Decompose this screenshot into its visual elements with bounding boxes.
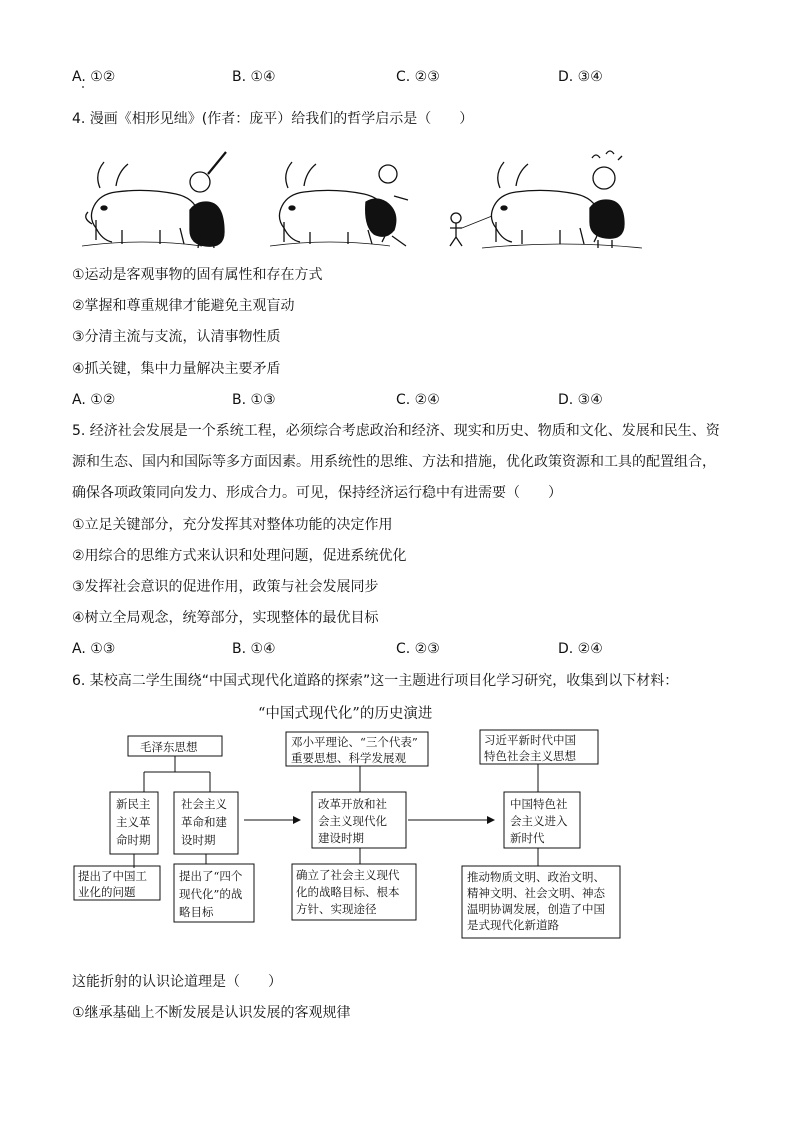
diagram-title: “中国式现代化”的历史演进 <box>258 706 433 722</box>
q5-item-1: ①立足关键部分，充分发挥其对整体功能的决定作用 <box>72 517 393 533</box>
label-period-1-line-3: 命时期 <box>116 833 151 847</box>
q5-item-2: ②用综合的思维方式来认识和处理问题，促进系统优化 <box>72 548 407 564</box>
label-period-3-line-2: 会主义现代化 <box>318 814 387 828</box>
label-deng-line-1: 邓小平理论、“三个代表” <box>291 735 418 749</box>
label-deng-line-2: 重要思想、科学发展观 <box>291 751 406 765</box>
label-note-2-line-2: 现代化”的战 <box>179 887 243 901</box>
q4-option-a[interactable]: A. ①② <box>72 392 116 408</box>
label-period-2-line-2: 革命和建 <box>181 815 227 829</box>
q5-option-d[interactable]: D. ②④ <box>558 641 603 657</box>
q4-option-c[interactable]: C. ②④ <box>396 392 440 408</box>
q3-option-a[interactable]: A. ①② <box>72 69 116 85</box>
label-note-4-line-3: 温明协调发展，创造了中国 <box>467 902 605 916</box>
q3-option-d[interactable]: D. ③④ <box>558 69 603 85</box>
q3-option-b[interactable]: B. ①④ <box>232 69 276 85</box>
label-period-1-line-2: 主义革 <box>116 815 151 829</box>
label-xi-line-1: 习近平新时代中国 <box>484 733 576 747</box>
q5-stem-line-2: 源和生态、国内和国际等多方面因素。用系统性的思维、方法和措施，优化政策资源和工具的配置组合， <box>72 454 716 470</box>
cartoon-panel-3 <box>450 151 642 248</box>
q6-stem: 6. 某校高二学生围绕“中国式现代化道路的探索”这一主题进行项目化学习研究，收集到以下材料： <box>72 673 679 689</box>
label-period-3-line-3: 建设时期 <box>318 831 364 845</box>
label-note-4-line-2: 精神文明、社会文明、神态 <box>467 886 605 900</box>
label-mao: 毛泽东思想 <box>140 740 198 754</box>
label-period-3-line-1: 改革开放和社 <box>318 797 387 811</box>
q5-item-3: ③发挥社会意识的促进作用，政策与社会发展同步 <box>72 579 379 595</box>
label-period-4-line-1: 中国特色社 <box>510 797 568 811</box>
q5-stem-line-3: 确保各项政策同向发力、形成合力。可见，保持经济运行稳中有进需要（ ） <box>72 485 562 501</box>
label-note-1-line-2: 业化的问题 <box>78 885 136 899</box>
q4-stem: 4. 漫画《相形见绌》(作者：庞平）给我们的哲学启示是（ ） <box>72 111 474 127</box>
label-note-4-line-4: 是式现代化新道路 <box>467 918 559 932</box>
label-note-2-line-3: 略目标 <box>179 905 214 919</box>
label-note-3-line-2: 化的战略目标、根本 <box>296 885 400 899</box>
history-diagram <box>60 724 640 942</box>
label-xi-line-2: 特色社会主义思想 <box>484 749 576 763</box>
q4-option-b[interactable]: B. ①③ <box>232 392 276 408</box>
q4-option-d[interactable]: D. ③④ <box>558 392 603 408</box>
q6-item-1: ①继承基础上不断发展是认识发展的客观规律 <box>72 1005 351 1021</box>
q4-item-2: ②掌握和尊重规律才能避免主观盲动 <box>72 298 295 314</box>
label-period-4-line-2: 会主义进入 <box>510 814 568 828</box>
label-period-2-line-3: 设时期 <box>181 833 216 847</box>
cartoon-image <box>82 150 642 256</box>
label-note-3-line-1: 确立了社会主义现代 <box>296 868 400 882</box>
q5-item-4: ④树立全局观念，统筹部分，实现整体的最优目标 <box>72 610 379 626</box>
q5-stem-line-1: 5. 经济社会发展是一个系统工程，必须综合考虑政治和经济、现实和历史、物质和文化、发展和民生、资 <box>72 423 720 439</box>
stray-dot <box>82 86 84 88</box>
cartoon-panel-2 <box>270 162 408 246</box>
q4-item-1: ①运动是客观事物的固有属性和存在方式 <box>72 267 323 283</box>
q5-option-b[interactable]: B. ①④ <box>232 641 276 657</box>
label-period-1-line-1: 新民主 <box>116 797 151 811</box>
label-period-2-line-1: 社会主义 <box>181 797 227 811</box>
q5-option-a[interactable]: A. ①③ <box>72 641 116 657</box>
q5-option-c[interactable]: C. ②③ <box>396 641 440 657</box>
label-note-3-line-3: 方针、实现途径 <box>296 902 377 916</box>
label-period-4-line-3: 新时代 <box>510 831 545 845</box>
q4-item-4: ④抓关键，集中力量解决主要矛盾 <box>72 361 281 377</box>
q6-question: 这能折射的认识论道理是（ ） <box>72 974 282 990</box>
label-note-4-line-1: 推动物质文明、政治文明、 <box>467 870 605 884</box>
label-note-1-line-1: 提出了中国工 <box>78 869 147 883</box>
q3-option-c[interactable]: C. ②③ <box>396 69 440 85</box>
q4-item-3: ③分清主流与支流，认清事物性质 <box>72 329 281 345</box>
cartoon-panel-1 <box>82 152 226 248</box>
label-note-2-line-1: 提出了“四个 <box>179 869 243 883</box>
